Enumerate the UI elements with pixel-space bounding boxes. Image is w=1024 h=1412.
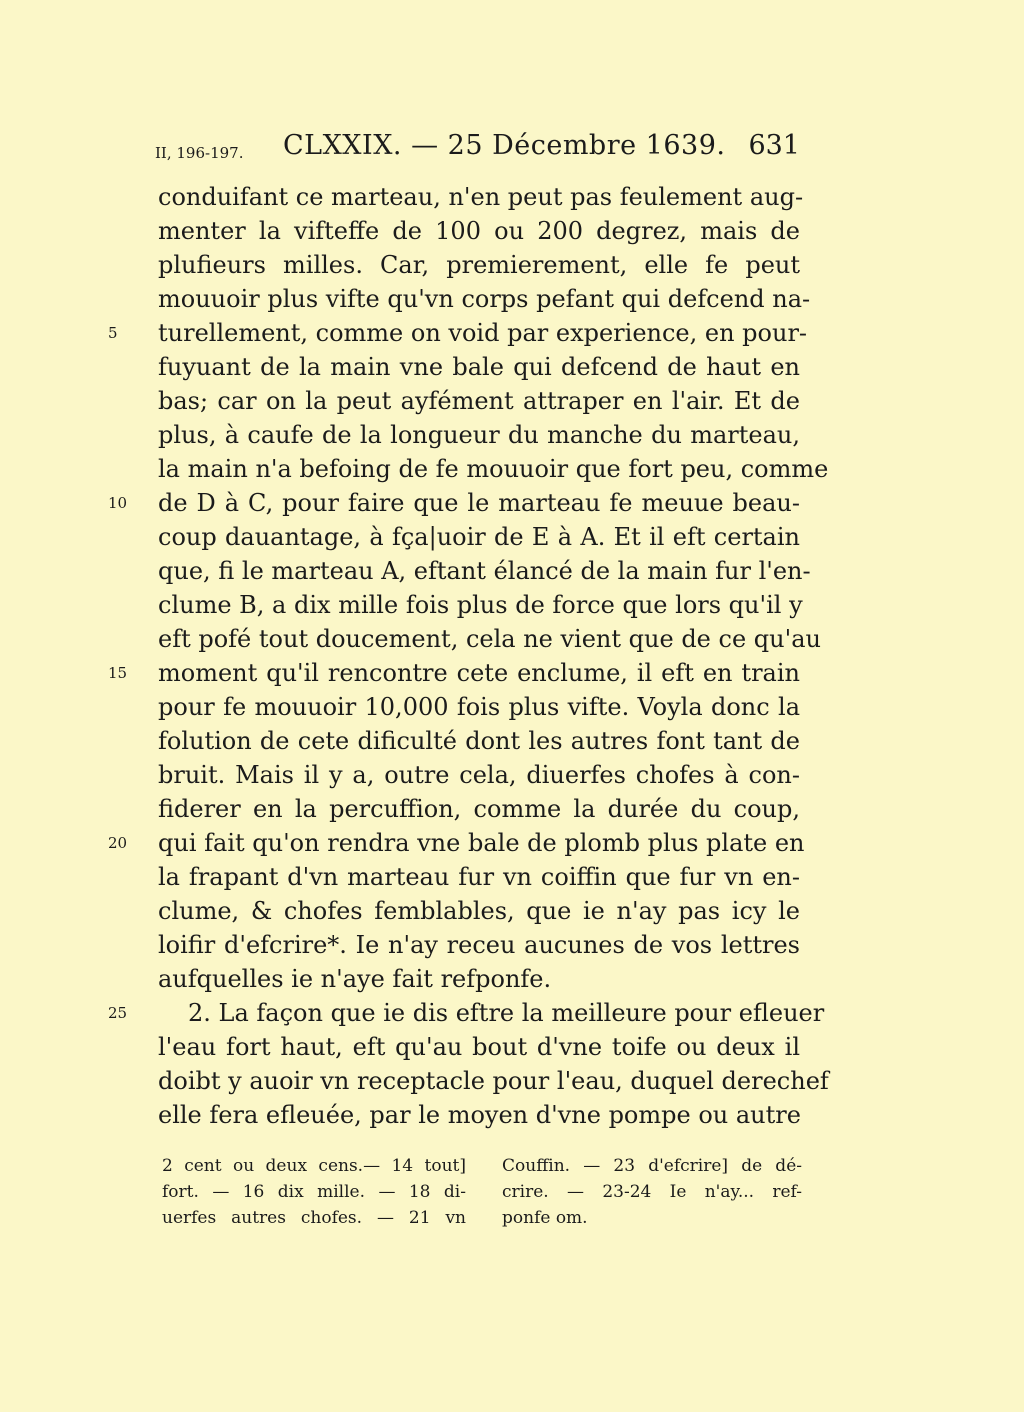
text-line: moment qu'il rencontre cete enclume, il eft en train: [158, 659, 800, 687]
footnote-line: crire. — 23-24 Ie n'ay... ref-: [502, 1182, 802, 1202]
letter-title: CLXXIX. — 25 Décembre 1639.: [283, 130, 726, 161]
text-line: de D à C, pour faire que le marteau fe meuue beau-: [158, 489, 800, 517]
text-line: eft pofé tout doucement, cela ne vient que de ce qu'au: [158, 625, 821, 653]
line-number-20: 20: [108, 834, 128, 852]
footnote-column-right: [502, 1153, 802, 1231]
text-line: coup dauantage, à fça|uoir de E à A. Et il eft certain: [158, 523, 800, 551]
text-line: folution de cete dificulté dont les autres font tant de: [158, 727, 800, 755]
text-line: l'eau fort haut, eft qu'au bout d'vne toife ou deux il: [158, 1033, 800, 1061]
line-number-10: 10: [108, 494, 128, 512]
text-line: aufquelles ie n'aye fait refponfe.: [158, 965, 552, 993]
text-line: plufieurs milles. Car, premierement, elle fe peut: [158, 251, 800, 279]
text-line: bas; car on la peut ayfément attraper en l'air. Et de: [158, 387, 800, 415]
volume-reference: II, 196-197.: [155, 144, 244, 162]
text-line: 2. La façon que ie dis eftre la meilleure pour efleuer: [188, 999, 825, 1027]
line-number-15: 15: [108, 664, 128, 682]
line-number-25: 25: [108, 1004, 128, 1022]
text-line: la frapant d'vn marteau fur vn coiffin que fur vn en-: [158, 863, 800, 891]
footnote-line: Couffin. — 23 d'efcrire] de dé-: [502, 1156, 802, 1176]
letter-body: [158, 180, 829, 1132]
text-line: conduifant ce marteau, n'en peut pas feulement aug-: [158, 183, 804, 211]
text-line: fiderer en la percuffion, comme la durée du coup,: [158, 795, 800, 823]
text-line: turellement, comme on void par experience, en pour-: [158, 319, 808, 347]
text-line: la main n'a befoing de fe mouuoir que fort peu, comme: [158, 455, 829, 483]
text-line: menter la vifteffe de 100 ou 200 degrez, mais de: [158, 217, 800, 245]
line-number-5: 5: [108, 324, 118, 342]
footnote-line: fort. — 16 dix mille. — 18 di-: [162, 1182, 466, 1202]
text-line: pour fe mouuoir 10,000 fois plus vifte. Voyla donc la: [158, 693, 800, 721]
text-line: qui fait qu'on rendra vne bale de plomb plus plate en: [158, 829, 805, 857]
text-line: que, fi le marteau A, eftant élancé de la main fur l'en-: [158, 557, 811, 585]
text-line: loifir d'efcrire*. Ie n'ay receu aucunes de vos lettres: [158, 931, 800, 959]
text-line: bruit. Mais il y a, outre cela, diuerfes chofes à con-: [158, 761, 800, 789]
text-line: elle fera efleuée, par le moyen d'vne pompe ou autre: [158, 1101, 801, 1129]
page-number: 631: [748, 130, 800, 161]
text-line: fuyuant de la main vne bale qui defcend de haut en: [158, 353, 800, 381]
text-line: doibt y auoir vn receptacle pour l'eau, duquel derechef: [158, 1067, 829, 1095]
text-line: clume, & chofes femblables, que ie n'ay pas icy le: [158, 897, 800, 925]
running-header: [155, 130, 800, 170]
text-line: mouuoir plus vifte qu'vn corps pefant qui defcend na-: [158, 285, 811, 313]
footnote-line: ponfe om.: [502, 1208, 588, 1228]
footnote-line: 2 cent ou deux cens.— 14 tout]: [162, 1156, 466, 1176]
text-line: clume B, a dix mille fois plus de force que lors qu'il y: [158, 591, 803, 619]
footnote-line: uerfes autres chofes. — 21 vn: [162, 1208, 466, 1228]
footnote-column-left: [162, 1153, 466, 1231]
text-line: plus, à caufe de la longueur du manche du marteau,: [158, 421, 800, 449]
